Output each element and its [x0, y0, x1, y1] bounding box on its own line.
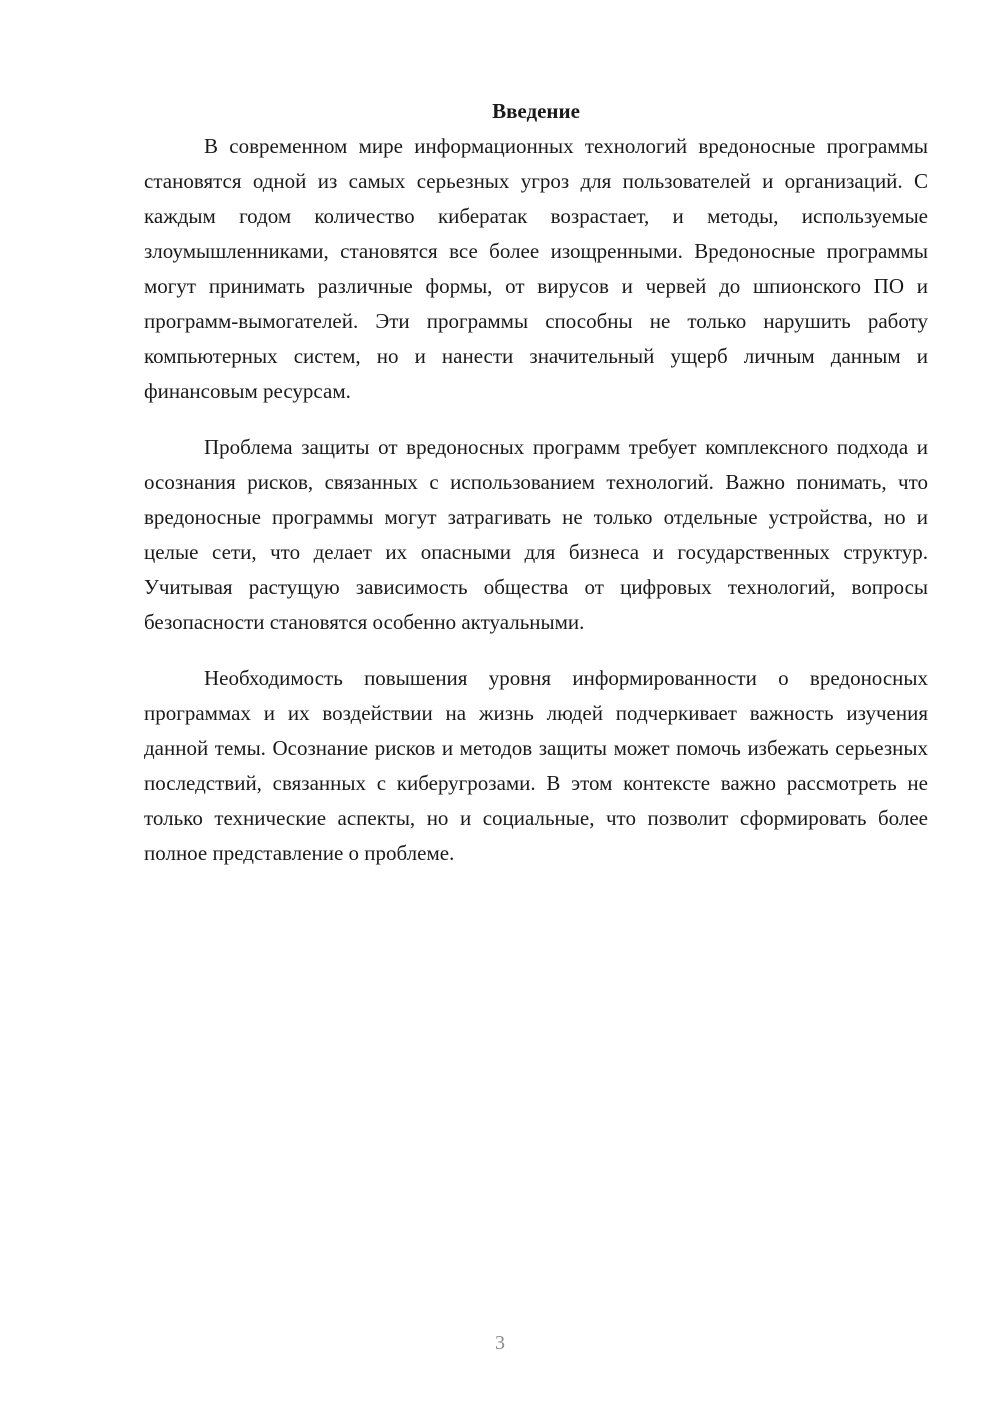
paragraph-1: В современном мире информационных технологий вредоносные программы становятся одной из самых серьезных угроз для пользователей и организаций. С каждым годом количество кибератак возрастает, и методы, используемые злоумышленниками, становятся все более изощренными. Вредоносные программы могут принимать различные формы, от вирусов и червей до шпионского ПО и программ-вымогателей. Эти программы способны не только нарушить работу компьютерных систем, но и нанести значительный ущерб личным данным и финансовым ресурсам.	[144, 134, 928, 403]
section-title: Введение	[492, 99, 580, 123]
paragraph-2: Проблема защиты от вредоносных программ требует комплексного подхода и осознания рисков, связанных с использованием технологий. Важно понимать, что вредоносные программы могут затрагивать не только отдельные устройства, но и целые сети, что делает их опасными для бизнеса и государственных структур. Учитывая растущую зависимость общества от цифровых технологий, вопросы безопасности становятся особенно актуальными.	[144, 435, 928, 634]
page-content	[144, 94, 928, 892]
page-number: 3	[495, 1332, 505, 1354]
paragraph-3: Необходимость повышения уровня информированности о вредоносных программах и их воздействии на жизнь людей подчеркивает важность изучения данной темы. Осознание рисков и методов защиты может помочь избежать серьезных последствий, связанных с киберугрозами. В этом контексте важно рассмотреть не только технические аспекты, но и социальные, что позволит сформировать более полное представление о проблеме.	[144, 666, 928, 865]
